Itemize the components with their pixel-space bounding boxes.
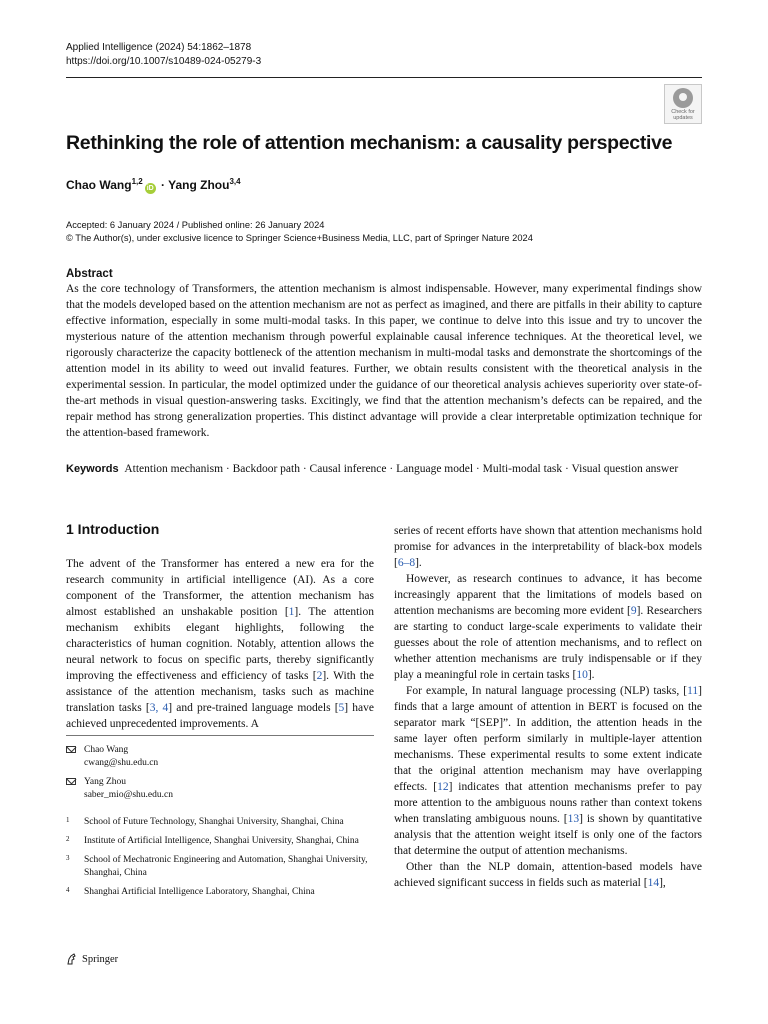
dates-line: Accepted: 6 January 2024 / Published online: 26 January 2024	[66, 220, 325, 230]
citation-link[interactable]: 6–8	[397, 557, 416, 569]
keywords	[66, 461, 702, 477]
author-name[interactable]: Chao Wang	[66, 178, 132, 192]
check-updates-label: Check for updates	[671, 109, 695, 121]
section-heading: 1 Introduction	[66, 521, 160, 537]
citation-link[interactable]: 10	[576, 669, 588, 681]
right-column	[394, 523, 702, 891]
publication-dates	[66, 219, 533, 245]
affiliation-text: Institute of Artificial Intelligence, Shanghai University, Shanghai, China	[84, 836, 359, 846]
author-separator: ·	[157, 178, 169, 192]
affiliation-item	[66, 854, 374, 880]
publisher-name: Springer	[82, 953, 119, 965]
citation-link[interactable]: 2	[316, 670, 323, 682]
doi-link[interactable]: https://doi.org/10.1007/s10489-024-05279-3	[66, 56, 262, 67]
paragraph: For example, In natural language processing (NLP) tasks, [11] finds that a large amount of attention in BERT is focused on the separator mark “[SEP]”. In addition, the attention heads in the same layer often perform similarly in multiple-layer attention mechanisms. These experimental results to some extent indicate that the original attention mechanism may have overlapping effects. [12] indicates that attention mechanisms prefer to pay more attention to the ambiguous nouns rather than context tokens when translating ambiguous nouns. [13] is shown by quantitative analysis that the attention weight itself is only one of the factors that determine the output of attention mechanisms.	[394, 685, 703, 857]
header-rule	[66, 77, 702, 78]
correspondence-entry	[66, 776, 173, 802]
author-affiliation-sup: 1,2	[131, 177, 143, 186]
citation-link[interactable]: 14	[647, 877, 660, 889]
author-name[interactable]: Yang Zhou	[168, 178, 230, 192]
article-title: Rethinking the role of attention mechanism: a causality perspective	[66, 132, 673, 154]
affiliation-item	[66, 835, 374, 848]
paragraph: series of recent efforts have shown that attention mechanisms hold promise for advances in the interpretability of black-box models [6–8].	[394, 525, 702, 569]
citation-link[interactable]: 1	[288, 606, 295, 618]
author-line	[66, 177, 241, 194]
correspondent-name: Yang Zhou	[84, 777, 127, 787]
paragraph: The advent of the Transformer has entered a new era for the research community in artificial intelligence (AI). As a core component of the Transformer, the attention mechanism has almost established an unshakable position [1]. The attention mechanism exhibits elegant highlights, following the characteristics of human cognition. Notably, attention allows the neural network to focus on specific parts, thereby significantly improving the effectiveness and efficiency of tasks [2]. With the assistance of the attention mechanism, tasks such as machine translation tasks [3, 4] and pre-trained language models [5] have achieved unprecedented improvements. A	[66, 558, 375, 730]
keywords-label: Keywords	[66, 463, 119, 475]
journal-citation: Applied Intelligence (2024) 54:1862–1878	[66, 42, 252, 53]
author-affiliation-sup: 3,4	[229, 177, 241, 186]
affiliation-number: 2	[66, 835, 70, 843]
affiliation-text: School of Mechatronic Engineering and Automation, Shanghai University, Shanghai, China	[84, 855, 368, 878]
affiliation-item	[66, 816, 374, 829]
footnote-rule	[66, 735, 374, 736]
copyright-line: © The Author(s), under exclusive licence to Springer Science+Business Media, LLC, part of Springer Nature 2024	[66, 233, 533, 243]
journal-header	[66, 41, 261, 69]
check-updates-icon	[673, 88, 693, 108]
affiliation-item	[66, 886, 374, 899]
envelope-icon	[66, 746, 76, 753]
abstract-text: As the core technology of Transformers, the attention mechanism is almost indispensable. However, many experimental findings show that the models developed based on the attention mechanism are not as perfect as imagined, and there are pitfalls in their ability to capture effective information, especially in some multi-modal tasks. In this paper, we continue to delve into this issue and try to uncover the mysterious nature of the attention mechanism through powerful explainable causal inference techniques. At the theoretical level, we rigorously characterize the capacity bottleneck of the attention mechanism in multi-modal tasks and demonstrate the shortcomings of the attention model in its ability to weed out invalid features. Further, we obtain results consistent with the theoretical analysis in the experimental session. In particular, the model optimized under the guidance of our theoretical analysis achieves superiority over state-of-the-art methods in visual question-answering tasks. Excitingly, we find that the attention mechanism’s defects can be repaired, and the repair method has strong generalization properties. This distinct advantage will provide a clear interpretable optimization technique for the attention-based framework.	[66, 283, 702, 439]
check-for-updates-badge[interactable]	[664, 84, 702, 124]
keywords-text: Attention mechanism · Backdoor path · Causal inference · Language model · Multi-modal task · Visual question answer	[124, 463, 679, 475]
affiliation-text: School of Future Technology, Shanghai University, Shanghai, China	[84, 817, 344, 827]
correspondent-name: Chao Wang	[84, 745, 129, 755]
paragraph: However, as research continues to advance, it has become increasingly apparent that the limitations of models based on attention mechanisms are becoming more evident [9]. Researchers are starting to conduct large-scale experiments to validate their guesses about the role of attention mechanisms, and to reflect on whether attention mechanisms are truly indispensable or if they play a meaningful role in certain tasks [10].	[394, 573, 702, 681]
correspondence-block	[66, 744, 173, 808]
citation-link[interactable]: 12	[437, 781, 449, 793]
citation-link[interactable]: 5	[338, 702, 345, 714]
affiliation-text: Shanghai Artificial Intelligence Laboratory, Shanghai, China	[84, 887, 315, 897]
correspondence-entry	[66, 744, 173, 770]
paragraph: Other than the NLP domain, attention-based models have achieved significant success in fields such as material [14],	[394, 861, 702, 889]
springer-horse-icon	[66, 953, 78, 965]
envelope-icon	[66, 778, 76, 785]
citation-link[interactable]: 13	[567, 813, 580, 825]
affiliation-number: 4	[66, 886, 70, 894]
left-column	[66, 556, 374, 732]
citation-link[interactable]: 11	[687, 685, 699, 697]
affiliations	[66, 816, 374, 905]
correspondent-email[interactable]: saber_mio@shu.edu.cn	[84, 790, 173, 800]
affiliation-number: 3	[66, 854, 70, 862]
citation-link[interactable]: 9	[630, 605, 637, 617]
citation-link[interactable]: 3, 4	[149, 702, 169, 714]
orcid-icon[interactable]: iD	[146, 185, 154, 192]
affiliation-number: 1	[66, 816, 70, 824]
abstract-heading: Abstract	[66, 268, 113, 280]
correspondent-email[interactable]: cwang@shu.edu.cn	[84, 758, 159, 768]
publisher-logo	[66, 953, 118, 965]
